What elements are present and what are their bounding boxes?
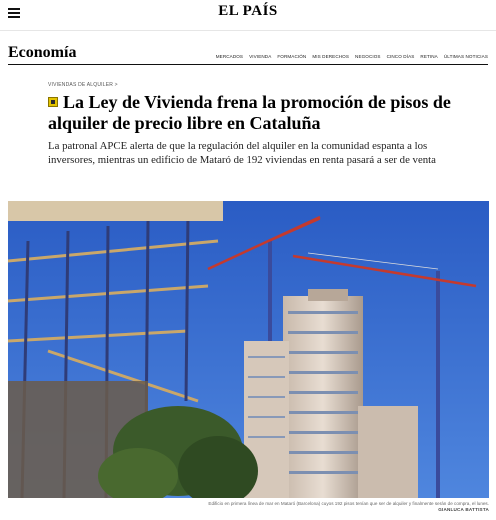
article-subhead: La patronal APCE alerta de que la regulación del alquiler en la comunidad espanta a los inversores, mientras un edificio de Mataró de 192 viviendas en renta pasará a ser de venta <box>48 140 436 167</box>
nav-retina[interactable]: RETINA <box>420 54 438 59</box>
nav-mis-derechos[interactable]: MIS DERECHOS <box>312 54 350 59</box>
photo-caption <box>8 501 489 513</box>
site-logo[interactable]: EL PAÍS <box>218 3 278 19</box>
nav-vivienda[interactable]: VIVIENDA <box>249 54 272 59</box>
nav-negocios[interactable]: NEGOCIOS <box>355 54 381 59</box>
premium-badge-icon <box>48 97 58 107</box>
nav-formacion[interactable]: FORMACIÓN <box>277 54 307 59</box>
article-kicker[interactable]: VIVIENDAS DE ALQUILER > <box>48 82 118 88</box>
nav-cinco-dias[interactable]: CINCO DÍAS <box>386 54 415 59</box>
top-bar <box>0 0 496 31</box>
headline-text: La Ley de Vivienda frena la promoción de pisos de alquiler de precio libre en Cataluña <box>48 92 451 133</box>
photo-credit: GIANLUCA BATTISTA <box>438 507 489 512</box>
section-nav <box>216 54 488 59</box>
section-title[interactable]: Economía <box>8 44 77 61</box>
caption-text: Edificio en primera línea de mar en Mataró (Barcelona) cuyos 192 pisos tenían que ser de alquiler y finalmente serán de compra, el lunes. <box>208 501 489 506</box>
nav-ultimas-noticias[interactable]: ÚLTIMAS NOTICIAS <box>443 54 488 59</box>
nav-mercados[interactable]: MERCADOS <box>215 54 244 59</box>
section-bar <box>8 44 488 65</box>
article-headline <box>48 92 458 134</box>
article-photo <box>8 201 489 498</box>
